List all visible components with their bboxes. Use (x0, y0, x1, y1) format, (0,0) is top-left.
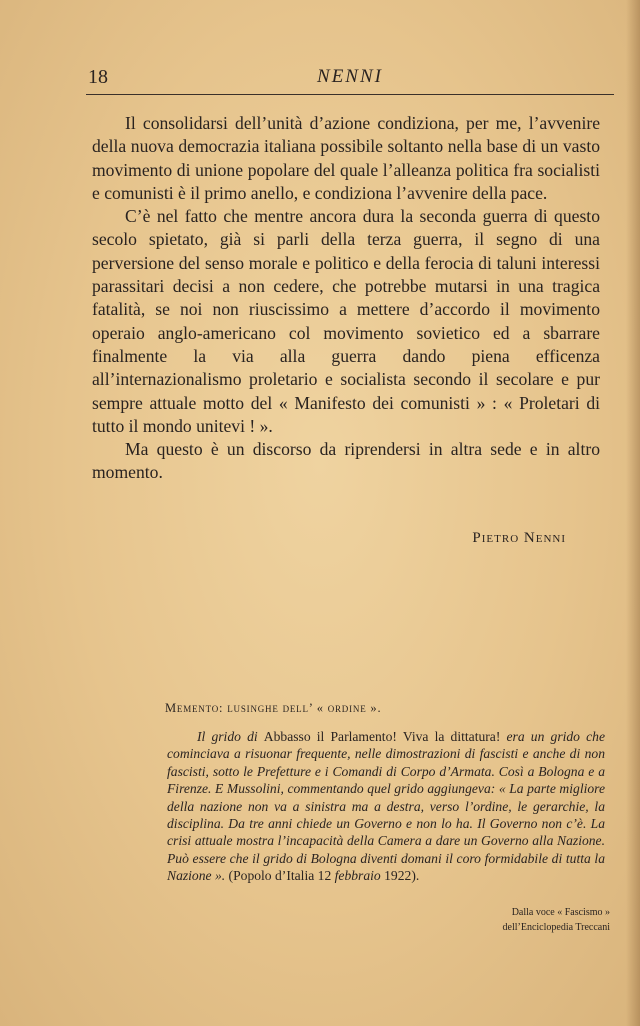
quote-citation-end: 1922). (380, 868, 420, 884)
page-number: 18 (88, 66, 108, 88)
running-head: NENNI (317, 66, 383, 87)
author-signature: Pietro Nenni (472, 530, 566, 546)
source-line-2: dell’Enciclopedia Treccani (502, 922, 610, 933)
memento-title: Memento: lusinghe dell’ « ordine ». (165, 701, 382, 715)
paragraph-2: C’è nel fatto che mentre ancora dura la seconda guerra di questo secolo spietato, già si parli della terza guerra, il segno di una perversione del senso morale e politico e della ferocia di taluni interessi parassitari decisi a non cedere, che potrebbe mutarsi in una tragica fatalità, se noi non riuscissimo a mettere d’accordo il movimento operaio anglo-americano col movimento sovietico ed a sbarrare finalmente la via alla guerra dando piena efficenza all’internazionalismo proletario e socialista secondo il secolare e pur sempre attuale motto del « Manifesto dei comunisti » : « Proletari di tutto il mondo unitevi ! ». (92, 206, 600, 436)
page-header (86, 64, 614, 95)
source-attribution (400, 905, 610, 935)
quote-text: era un grido che cominciava a risuonar frequente, nelle dimostrazioni di fascisti e anche di non fascisti, sotto le Prefetture e i Comandi di Corpo d’Armata. Così a Bologna e a Firenze. E Mussolini, commentando quel grido aggiungeva: « La parte migliore della nazione non va a sinistra ma a destra, verso l’ordine, le gerarchie, la disciplina. Da tre anni chiede un Governo e non lo ha. Il Governo non c’è. La crisi attuale mostra l’incapacità della Camera a dare un Governo alla Nazione. Può essere che il grido di Bologna diventi domani il coro formidabile di tutta la Nazione ». (167, 729, 605, 884)
memento-quote (167, 728, 605, 885)
quote-citation-month: febbraio (334, 868, 381, 884)
paragraph-3: Ma questo è un discorso da riprendersi in altra sede e in altro momento. (92, 439, 600, 483)
main-text (92, 112, 600, 485)
source-line-1: Dalla voce « Fascismo » (511, 907, 610, 918)
quote-paragraph (167, 728, 605, 885)
page-edge-shadow (626, 0, 640, 1026)
quote-slogan: Abbasso il Parlamento! Viva la dittatura! (263, 729, 501, 744)
quote-intro: Il grido di (197, 729, 264, 744)
quote-citation: (Popolo d’Italia 12 (225, 868, 335, 884)
paragraph-1: Il consolidarsi dell’unità d’azione condiziona, per me, l’avvenire della nuova democrazia italiana possibile soltanto nella base di un vasto movimento di unione popolare del quale l’alleanza politica fra socialisti e comunisti è il primo anello, e condiziona l’avvenire della pace. (92, 113, 600, 203)
